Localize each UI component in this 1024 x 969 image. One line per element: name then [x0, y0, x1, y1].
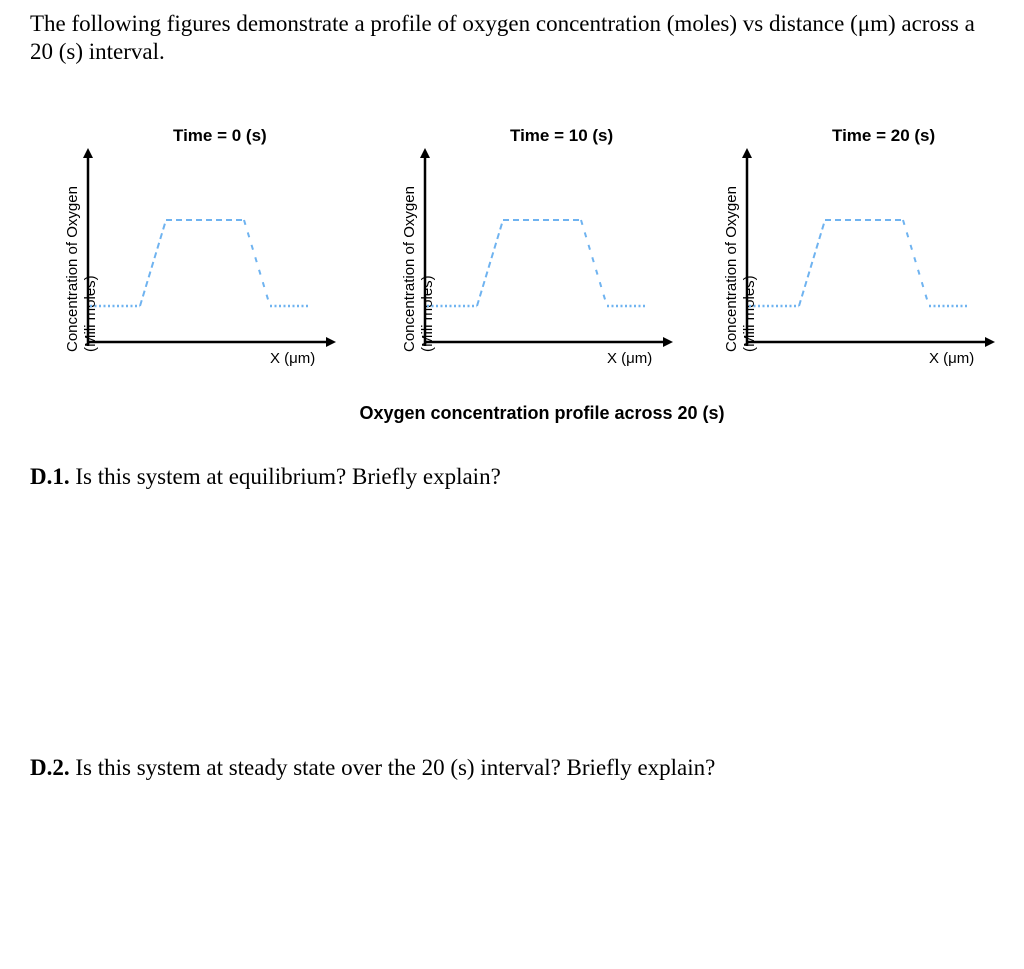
figure-caption: Oxygen concentration profile across 20 (s) — [359, 403, 725, 423]
chart-plot — [385, 118, 665, 380]
chart-plot — [707, 118, 987, 380]
profile-segment-2 — [799, 220, 825, 306]
chart-title: Time = 20 (s) — [832, 126, 936, 145]
chart-title: Time = 0 (s) — [173, 126, 267, 145]
y-axis-label-line2: (Mili moles) — [741, 275, 758, 352]
y-axis-arrow-icon — [420, 148, 430, 158]
chart-plot — [48, 118, 328, 380]
x-axis-label: X (μm) — [929, 350, 975, 367]
x-axis-arrow-icon — [663, 337, 673, 347]
question-number: D.2. — [30, 755, 70, 780]
question-d1 — [30, 464, 501, 490]
profile-segment-2 — [140, 220, 166, 306]
x-axis-label: X (μm) — [270, 350, 316, 367]
y-axis-label-line2: (Mili moles) — [419, 275, 436, 352]
y-axis-arrow-icon — [742, 148, 752, 158]
y-axis-label-line1: Concentration of Oxygen — [64, 186, 81, 352]
chart-panel-t0 — [48, 118, 328, 380]
profile-segment-4 — [581, 220, 607, 306]
question-text: Is this system at steady state over the 20 (s) interval? Briefly explain? — [69, 755, 716, 780]
y-axis-arrow-icon — [83, 148, 93, 158]
x-axis-label: X (μm) — [607, 350, 653, 367]
x-axis-arrow-icon — [326, 337, 336, 347]
y-axis-label-line1: Concentration of Oxygen — [723, 186, 740, 352]
chart-panel-t20 — [707, 118, 987, 380]
question-text: Is this system at equilibrium? Briefly explain? — [69, 464, 501, 489]
y-axis-label-line2: (Mili moles) — [82, 275, 99, 352]
question-number: D.1. — [30, 464, 70, 489]
y-axis-label-line1: Concentration of Oxygen — [401, 186, 418, 352]
intro-text: The following figures demonstrate a profile of oxygen concentration (moles) vs distance (μm) across a 20 (s) interval. — [30, 11, 975, 64]
chart-title: Time = 10 (s) — [510, 126, 614, 145]
profile-segment-4 — [903, 220, 929, 306]
profile-segment-4 — [244, 220, 270, 306]
profile-segment-2 — [477, 220, 503, 306]
question-d2 — [30, 755, 715, 781]
chart-panel-t10 — [385, 118, 665, 380]
x-axis-arrow-icon — [985, 337, 995, 347]
